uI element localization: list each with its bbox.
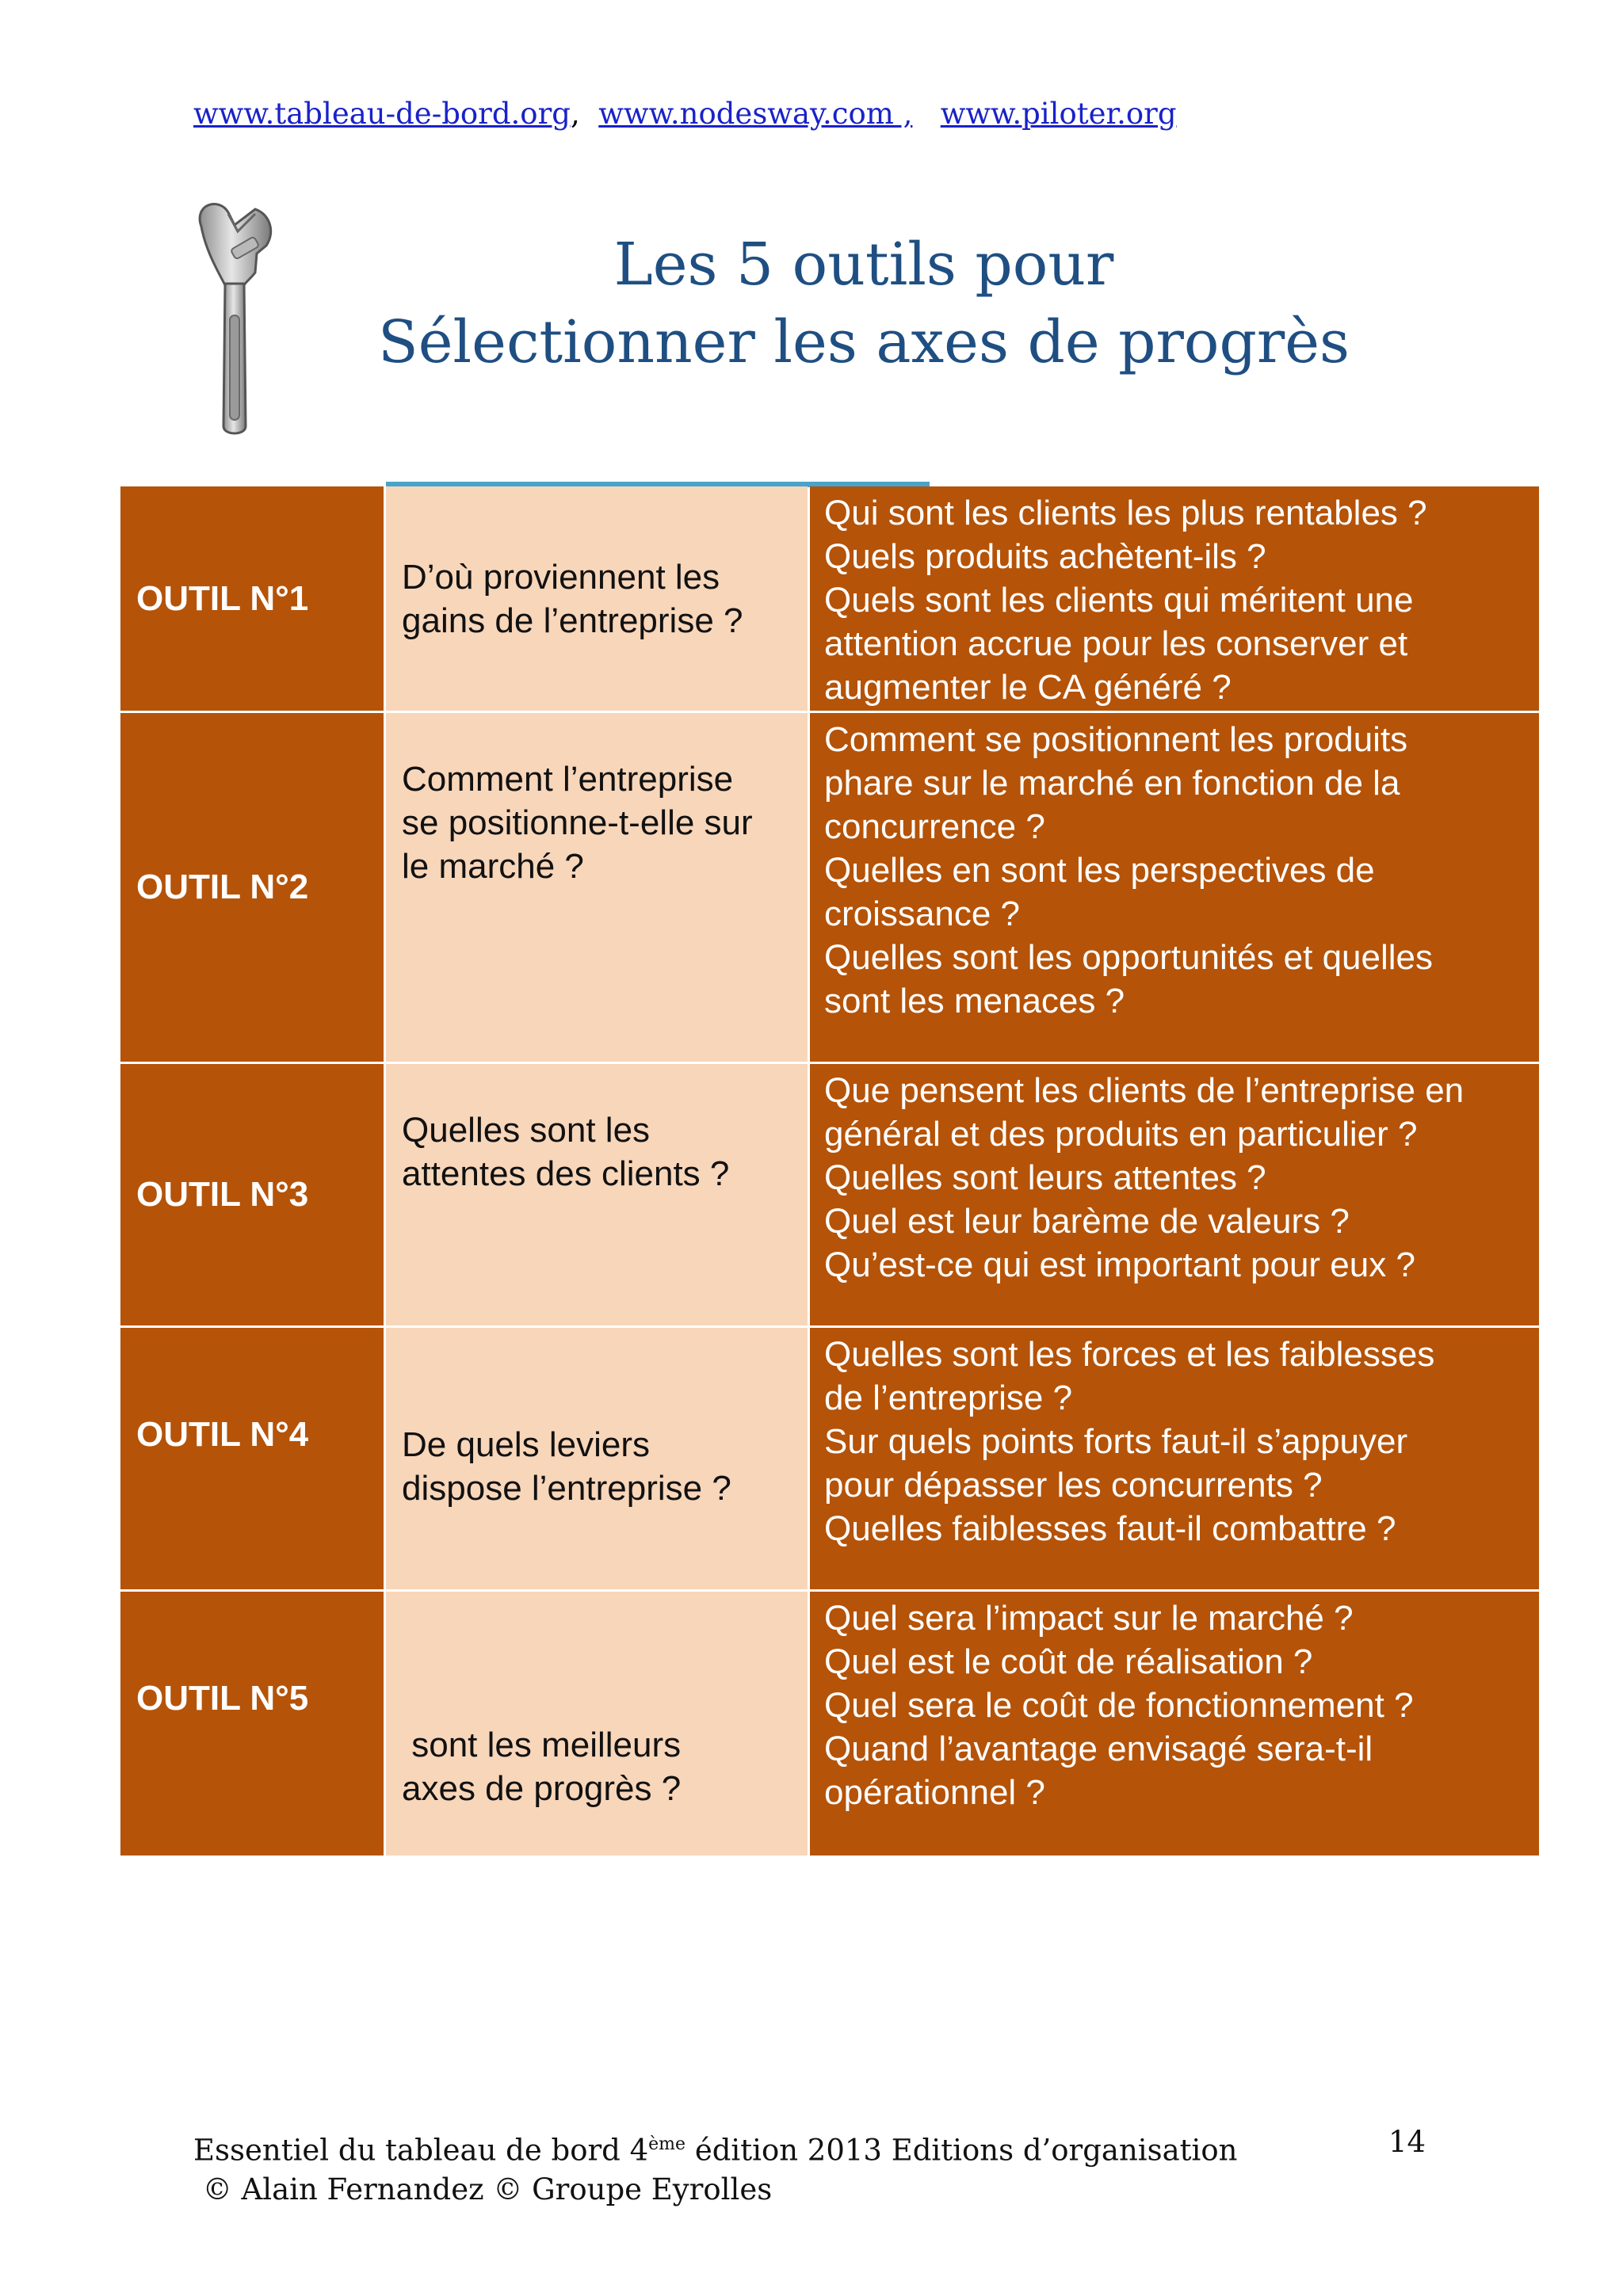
wrench-icon: [187, 196, 282, 442]
tool-question: De quels leviers dispose l’entreprise ?: [386, 1328, 808, 1589]
page-footer: [193, 2125, 1238, 2210]
header-links: [193, 97, 1177, 131]
tool-details: Que pensent les clients de l’entreprise en général et des produits en particulier ? Quelles sont leurs attentes ? Quel est leur barème de valeurs ? Qu’est-ce qui est important pour eux ?: [810, 1064, 1539, 1325]
page-number: 14: [1388, 2125, 1426, 2159]
tool-details: Comment se positionnent les produits phare sur le marché en fonction de la concurrence ? Quelles en sont les perspectives de croissance ? Quelles sont les opportunités et quelles sont les menaces ?: [810, 713, 1539, 1062]
tool-question: Quelles sont les attentes des clients ?: [386, 1064, 808, 1325]
link-tableau-de-bord[interactable]: www.tableau-de-bord.org: [193, 97, 571, 131]
tool-details: Quel sera l’impact sur le marché ? Quel est le coût de réalisation ? Quel sera le coût de fonctionnement ? Quand l’avantage envisagé sera-t-il opérationnel ?: [810, 1592, 1539, 1855]
tool-details: Qui sont les clients les plus rentables ? Quels produits achètent-ils ? Quels sont les clients qui méritent une attention accrue pour les conserver et augmenter le CA généré ?: [810, 486, 1539, 711]
footer-line-2: © Alain Fernandez © Groupe Eyrolles: [193, 2172, 773, 2207]
table-row: [120, 1064, 1539, 1325]
footer-line-1: Essentiel du tableau de bord 4ème édition 2013 Editions d’organisation: [193, 2133, 1238, 2168]
tool-details: Quelles sont les forces et les faiblesses de l’entreprise ? Sur quels points forts faut-il s’appuyer pour dépasser les concurrents ? Quelles faiblesses faut-il combattre ?: [810, 1328, 1539, 1589]
table-row: [120, 1592, 1539, 1855]
tool-label: OUTIL N°1: [120, 486, 384, 711]
tool-label: OUTIL N°5: [120, 1592, 384, 1855]
link-separator: ,: [570, 97, 580, 131]
table-row: [120, 1328, 1539, 1589]
tool-question: sont les meilleurs axes de progrès ?: [386, 1592, 808, 1855]
title-line-1: Les 5 outils pour: [613, 231, 1114, 299]
tool-question: Comment l’entreprise se positionne-t-elle sur le marché ?: [386, 713, 808, 1062]
tool-label: OUTIL N°3: [120, 1064, 384, 1325]
table-row: [120, 713, 1539, 1062]
tools-table: [120, 486, 1539, 1863]
tool-question: D’où proviennent les gains de l’entreprise ?: [386, 486, 808, 711]
table-row: [120, 486, 1539, 711]
tool-label: OUTIL N°2: [120, 713, 384, 1062]
link-piloter[interactable]: www.piloter.org: [940, 97, 1177, 131]
tool-label: OUTIL N°4: [120, 1328, 384, 1589]
link-nodesway[interactable]: www.nodesway.com ,: [598, 97, 913, 131]
title-line-2: Sélectionner les axes de progrès: [378, 308, 1350, 376]
page-title: [333, 226, 1395, 381]
